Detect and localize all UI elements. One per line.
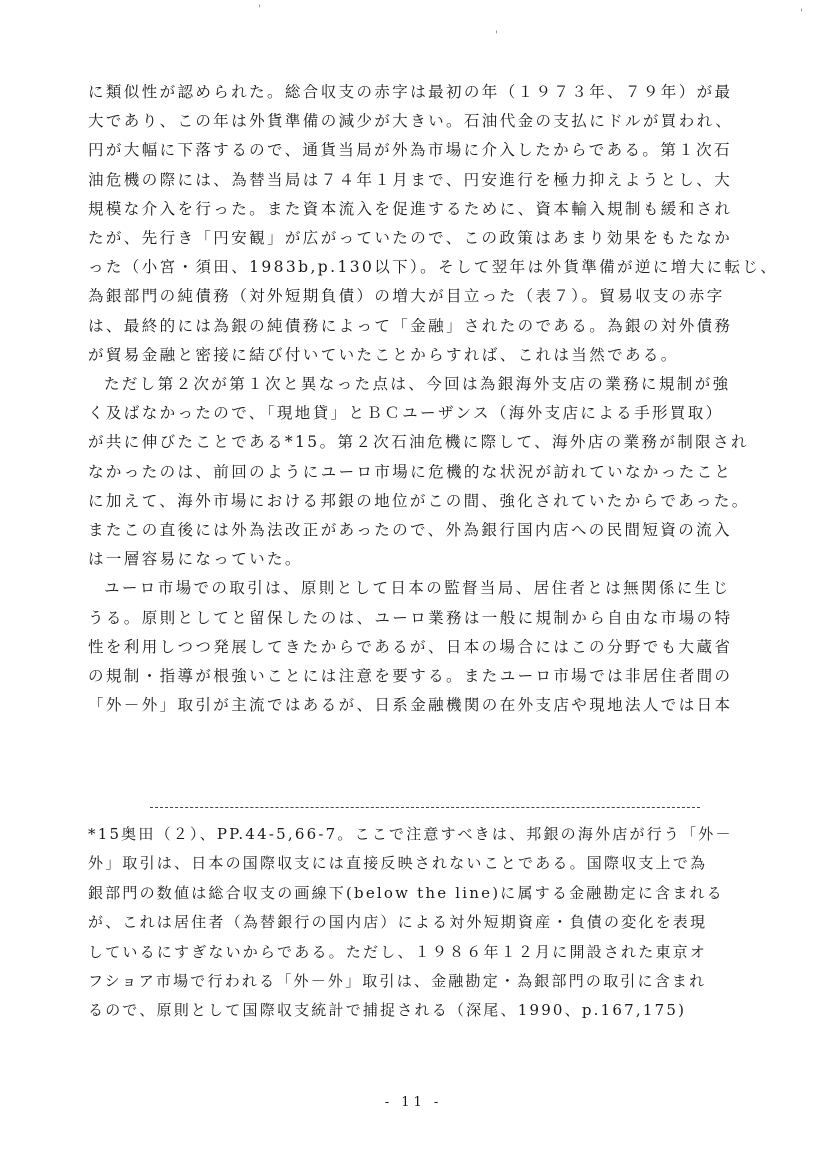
body-line: に類似性が認められた。総合収支の赤字は最初の年（１９７３年、７９年）が最 bbox=[88, 83, 733, 101]
body-line: は一層容易になっていた。 bbox=[88, 550, 303, 569]
footnote-line: しているにすぎないからである。ただし、１９８６年１２月に開設された東京オ bbox=[88, 942, 708, 961]
footnote-line: 銀部門の数値は総合収支の画線下(below the line)に属する金融勘定に含まれる bbox=[88, 883, 724, 902]
footnote-line: フショア市場で行われる「外－外」取引は、金融勘定・為銀部門の取引に含まれ bbox=[88, 972, 707, 991]
footnote-divider bbox=[150, 807, 700, 808]
footnote-line: るので、原則として国際収支統計で捕捉される（深尾、1990、p.167,175) bbox=[88, 1001, 687, 1020]
body-line: 「外－外」取引が主流ではあるが、日系金融機関の在外支店や現地法人では日本 bbox=[88, 696, 733, 715]
footnote-line: 外」取引は、日本の国際収支には直接反映されないことである。国際収支上で為 bbox=[88, 854, 708, 873]
body-line: なかったのは、前回のようにユーロ市場に危機的な状況が訪れていなかったこと bbox=[88, 462, 733, 481]
scan-mark: ' bbox=[495, 30, 498, 41]
scan-mark: ' bbox=[800, 8, 803, 19]
body-line: った（小宮・須田、1983b,p.130以下）。そして翌年は外貨準備が逆に増大に転じ、 bbox=[88, 258, 779, 277]
paragraph-start-line: ユーロ市場での取引は、原則として日本の監督当局、居住者とは無関係に生じ bbox=[104, 579, 731, 598]
footnote bbox=[88, 820, 763, 1026]
body-line: く及ばなかったので、「現地貸」とＢＣユーザンス（海外支店による手形買取） bbox=[88, 404, 724, 423]
body-line: が共に伸びたことである*15。第２次石油危機に際して、海外店の業務が制限され bbox=[88, 433, 749, 452]
footnote-line: *15奥田（２）、PP.44-5,66-7。ここで注意すべきは、邦銀の海外店が行う「外－ bbox=[88, 825, 733, 843]
body-line: が貿易金融と密接に結び付いていたことからすれば、これは当然である。 bbox=[88, 345, 679, 364]
body-line: またこの直後には外為法改正があったので、外為銀行国内店への民間短資の流入 bbox=[88, 521, 732, 540]
body-line: 油危機の際には、為替当局は７４年１月まで、円安進行を極力抑えようとし、大 bbox=[88, 170, 733, 189]
body-line: 為銀部門の純債務（対外短期負債）の増大が目立った（表７）。貿易収支の赤字 bbox=[88, 287, 725, 306]
body-line: 円が大幅に下落するので、通貨当局が外為市場に介入したからである。第１次石 bbox=[88, 141, 732, 160]
footnote-line: が、これは居住者（為替銀行の国内店）による対外短期資産・負債の変化を表現 bbox=[88, 913, 708, 932]
paragraph-start-line: ただし第２次が第１次と異なった点は、今回は為銀海外支店の業務に規制が強 bbox=[104, 375, 731, 394]
body-line: うる。原則としてと留保したのは、ユーロ業務は一般に規制から自由な市場の特 bbox=[88, 608, 733, 627]
body-line: に加えて、海外市場における邦銀の地位がこの間、強化されていたからであった。 bbox=[88, 491, 750, 510]
body-line: は、最終的には為銀の純債務によって「金融」されたのである。為銀の対外債務 bbox=[88, 316, 733, 335]
body-line: 大であり、この年は外貨準備の減少が大きい。石油代金の支払にドルが買われ、 bbox=[88, 112, 734, 131]
body-line: たが、先行き「円安観」が広がっていたので、この政策はあまり効果をもたなか bbox=[88, 229, 733, 248]
scan-mark: ' bbox=[258, 4, 261, 15]
body-line: 規模な介入を行った。また資本流入を促進するために、資本輸入規制も緩和され bbox=[88, 199, 733, 218]
body-line: の規制・指導が根強いことには注意を要する。またユーロ市場では非居住者間の bbox=[88, 667, 733, 686]
page-number: - 11 - bbox=[384, 1095, 443, 1110]
body-text bbox=[88, 78, 779, 720]
body-line: 性を利用しつつ発展してきたからであるが、日本の場合にはこの分野でも大蔵省 bbox=[88, 637, 733, 656]
